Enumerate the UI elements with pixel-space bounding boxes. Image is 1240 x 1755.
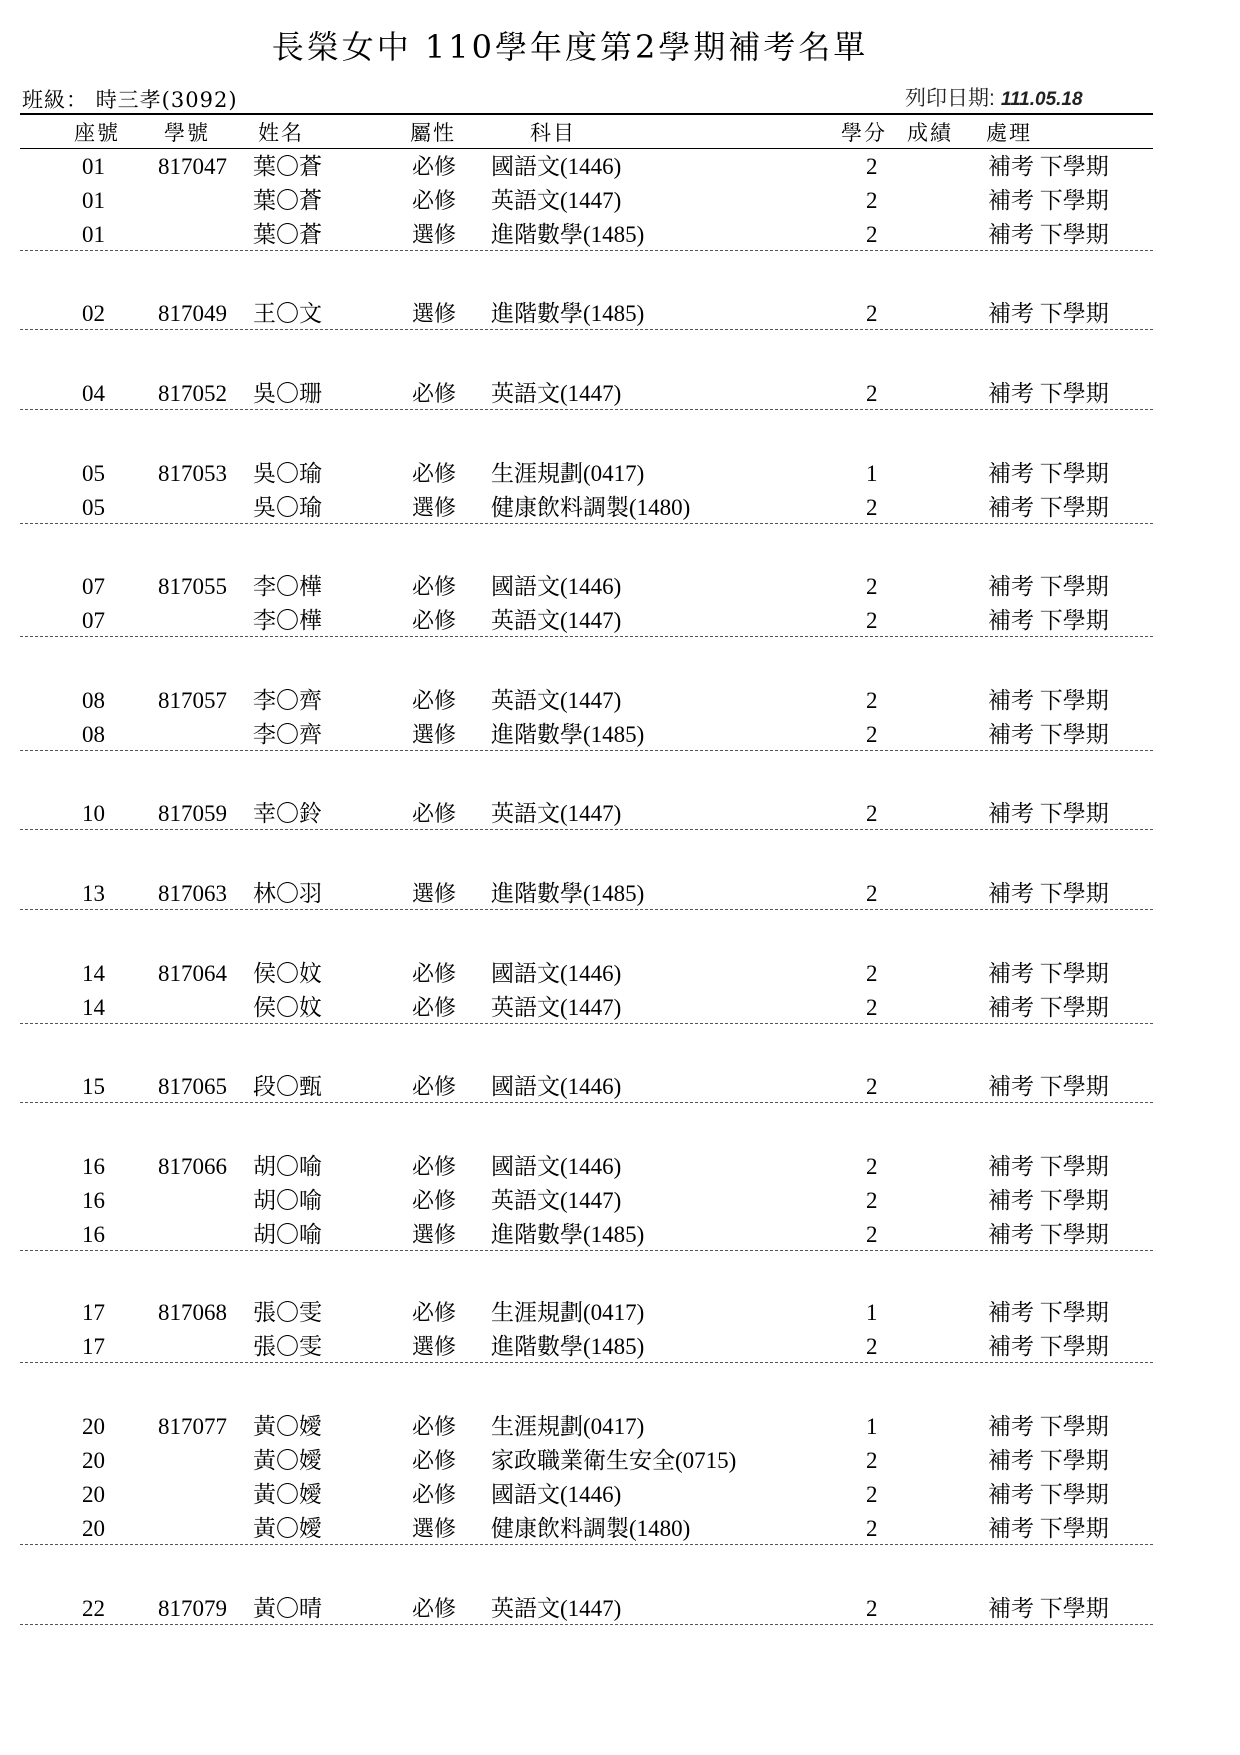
cell-action: 補考 下學期 <box>988 222 1109 247</box>
student-group <box>0 377 1240 412</box>
cell-name: 張〇雯 <box>253 1334 322 1359</box>
cell-credit: 2 <box>866 381 878 406</box>
cell-student-id: 817047 <box>158 154 227 179</box>
header-attribute: 屬性 <box>410 121 456 145</box>
table-row <box>0 1070 1240 1104</box>
cell-seat: 07 <box>82 574 105 599</box>
cell-action: 補考 下學期 <box>988 1074 1109 1099</box>
cell-seat: 14 <box>82 995 105 1020</box>
cell-name: 胡〇喻 <box>253 1222 322 1247</box>
cell-seat: 01 <box>82 154 105 179</box>
cell-action: 補考 下學期 <box>988 1516 1109 1541</box>
cell-credit: 2 <box>866 1074 878 1099</box>
cell-action: 補考 下學期 <box>988 301 1109 326</box>
group-divider <box>20 1624 1153 1627</box>
table-row <box>0 1444 1240 1478</box>
cell-name: 胡〇喻 <box>253 1188 322 1213</box>
student-group <box>0 797 1240 832</box>
cell-action: 補考 下學期 <box>988 381 1109 406</box>
cell-credit: 2 <box>866 722 878 747</box>
cell-attribute: 選修 <box>412 1516 457 1541</box>
cell-attribute: 必修 <box>412 188 457 213</box>
cell-student-id: 817053 <box>158 461 227 486</box>
cell-student-id: 817059 <box>158 801 227 826</box>
cell-credit: 2 <box>866 1222 878 1247</box>
cell-subject: 健康飲料調製(1480) <box>491 495 691 520</box>
cell-action: 補考 下學期 <box>988 574 1109 599</box>
cell-attribute: 必修 <box>412 574 457 599</box>
table-row <box>0 1330 1240 1364</box>
cell-attribute: 必修 <box>412 1074 457 1099</box>
cell-attribute: 必修 <box>412 1448 457 1473</box>
table-row <box>0 1296 1240 1330</box>
cell-name: 胡〇喻 <box>253 1154 322 1179</box>
cell-attribute: 必修 <box>412 995 457 1020</box>
cell-subject: 英語文(1447) <box>491 801 622 826</box>
table-row <box>0 797 1240 831</box>
cell-credit: 2 <box>866 188 878 213</box>
cell-credit: 2 <box>866 574 878 599</box>
cell-action: 補考 下學期 <box>988 154 1109 179</box>
cell-attribute: 選修 <box>412 1222 457 1247</box>
table-row <box>0 991 1240 1025</box>
cell-credit: 1 <box>866 461 878 486</box>
table-row <box>0 957 1240 991</box>
cell-seat: 08 <box>82 688 105 713</box>
cell-seat: 05 <box>82 495 105 520</box>
print-date <box>905 82 1083 112</box>
cell-credit: 2 <box>866 154 878 179</box>
table-row <box>0 457 1240 491</box>
student-group <box>0 570 1240 639</box>
group-divider <box>20 1250 1153 1253</box>
cell-attribute: 選修 <box>412 495 457 520</box>
cell-attribute: 必修 <box>412 801 457 826</box>
cell-subject: 國語文(1446) <box>491 154 622 179</box>
header-credit: 學分 <box>841 121 887 145</box>
cell-seat: 17 <box>82 1334 105 1359</box>
cell-student-id: 817077 <box>158 1414 227 1439</box>
cell-subject: 英語文(1447) <box>491 1596 622 1621</box>
cell-seat: 14 <box>82 961 105 986</box>
cell-credit: 1 <box>866 1300 878 1325</box>
cell-subject: 英語文(1447) <box>491 1188 622 1213</box>
cell-subject: 進階數學(1485) <box>491 301 645 326</box>
class-label: 班級： <box>22 88 88 112</box>
group-divider <box>20 409 1153 412</box>
cell-name: 侯〇妏 <box>253 961 322 986</box>
cell-name: 林〇羽 <box>253 881 322 906</box>
cell-seat: 08 <box>82 722 105 747</box>
cell-seat: 07 <box>82 608 105 633</box>
cell-subject: 健康飲料調製(1480) <box>491 1516 691 1541</box>
cell-action: 補考 下學期 <box>988 188 1109 213</box>
cell-name: 黃〇晴 <box>253 1596 322 1621</box>
table-row <box>0 1410 1240 1444</box>
student-group <box>0 1410 1240 1547</box>
cell-name: 王〇文 <box>253 301 322 326</box>
cell-credit: 2 <box>866 1596 878 1621</box>
cell-student-id: 817068 <box>158 1300 227 1325</box>
cell-student-id: 817064 <box>158 961 227 986</box>
cell-student-id: 817066 <box>158 1154 227 1179</box>
table-row <box>0 718 1240 752</box>
student-group <box>0 957 1240 1026</box>
cell-attribute: 選修 <box>412 222 457 247</box>
cell-seat: 20 <box>82 1516 105 1541</box>
cell-attribute: 必修 <box>412 381 457 406</box>
cell-credit: 2 <box>866 222 878 247</box>
cell-subject: 英語文(1447) <box>491 608 622 633</box>
cell-attribute: 必修 <box>412 961 457 986</box>
cell-credit: 2 <box>866 1448 878 1473</box>
cell-seat: 20 <box>82 1482 105 1507</box>
group-divider <box>20 523 1153 526</box>
cell-attribute: 必修 <box>412 1154 457 1179</box>
group-divider <box>20 329 1153 332</box>
cell-attribute: 必修 <box>412 1300 457 1325</box>
cell-seat: 22 <box>82 1596 105 1621</box>
cell-seat: 15 <box>82 1074 105 1099</box>
cell-credit: 2 <box>866 301 878 326</box>
group-divider <box>20 1102 1153 1105</box>
cell-action: 補考 下學期 <box>988 608 1109 633</box>
cell-student-id: 817057 <box>158 688 227 713</box>
header-subject: 科目 <box>530 121 576 145</box>
cell-name: 幸〇鈴 <box>253 801 322 826</box>
cell-seat: 01 <box>82 188 105 213</box>
student-group <box>0 1150 1240 1253</box>
print-date-label: 列印日期: <box>905 87 995 110</box>
cell-name: 李〇齊 <box>253 722 322 747</box>
student-group <box>0 150 1240 253</box>
cell-attribute: 必修 <box>412 688 457 713</box>
cell-action: 補考 下學期 <box>988 688 1109 713</box>
cell-action: 補考 下學期 <box>988 1154 1109 1179</box>
student-group <box>0 1070 1240 1105</box>
cell-subject: 國語文(1446) <box>491 1074 622 1099</box>
cell-credit: 2 <box>866 801 878 826</box>
cell-student-id: 817079 <box>158 1596 227 1621</box>
cell-action: 補考 下學期 <box>988 1300 1109 1325</box>
header-student-id: 學號 <box>164 121 210 145</box>
cell-name: 黃〇嬡 <box>253 1482 322 1507</box>
cell-action: 補考 下學期 <box>988 1482 1109 1507</box>
table-row <box>0 1184 1240 1218</box>
student-group <box>0 1296 1240 1365</box>
cell-name: 葉〇蒼 <box>253 222 322 247</box>
cell-student-id: 817049 <box>158 301 227 326</box>
cell-subject: 英語文(1447) <box>491 995 622 1020</box>
cell-subject: 進階數學(1485) <box>491 222 645 247</box>
cell-attribute: 選修 <box>412 881 457 906</box>
cell-name: 吳〇瑜 <box>253 461 322 486</box>
table-row <box>0 184 1240 218</box>
cell-credit: 2 <box>866 1154 878 1179</box>
table-row <box>0 491 1240 525</box>
cell-seat: 17 <box>82 1300 105 1325</box>
cell-seat: 20 <box>82 1414 105 1439</box>
class-value: 時三孝(3092) <box>95 88 238 112</box>
cell-attribute: 必修 <box>412 1188 457 1213</box>
cell-subject: 生涯規劃(0417) <box>491 1414 645 1439</box>
student-group <box>0 1592 1240 1627</box>
cell-attribute: 必修 <box>412 1482 457 1507</box>
cell-name: 葉〇蒼 <box>253 188 322 213</box>
cell-seat: 20 <box>82 1448 105 1473</box>
cell-attribute: 必修 <box>412 1596 457 1621</box>
header-score: 成績 <box>907 121 953 145</box>
cell-action: 補考 下學期 <box>988 1448 1109 1473</box>
cell-name: 黃〇嬡 <box>253 1516 322 1541</box>
table-row <box>0 684 1240 718</box>
class-info <box>22 84 238 114</box>
cell-subject: 英語文(1447) <box>491 688 622 713</box>
cell-student-id: 817063 <box>158 881 227 906</box>
cell-name: 李〇樺 <box>253 608 322 633</box>
student-group <box>0 877 1240 912</box>
cell-credit: 2 <box>866 1482 878 1507</box>
cell-action: 補考 下學期 <box>988 1222 1109 1247</box>
cell-attribute: 必修 <box>412 608 457 633</box>
cell-name: 李〇樺 <box>253 574 322 599</box>
student-group <box>0 297 1240 332</box>
cell-action: 補考 下學期 <box>988 461 1109 486</box>
cell-credit: 2 <box>866 1516 878 1541</box>
cell-name: 侯〇妏 <box>253 995 322 1020</box>
page-title: 長榮女中 110學年度第2學期補考名單 <box>271 28 869 66</box>
table-row <box>0 377 1240 411</box>
cell-action: 補考 下學期 <box>988 1414 1109 1439</box>
cell-subject: 英語文(1447) <box>491 188 622 213</box>
cell-action: 補考 下學期 <box>988 961 1109 986</box>
cell-subject: 進階數學(1485) <box>491 881 645 906</box>
header-rule <box>20 148 1153 149</box>
table-row <box>0 218 1240 252</box>
cell-subject: 進階數學(1485) <box>491 1334 645 1359</box>
cell-name: 李〇齊 <box>253 688 322 713</box>
table-row <box>0 1218 1240 1252</box>
cell-student-id: 817052 <box>158 381 227 406</box>
cell-action: 補考 下學期 <box>988 801 1109 826</box>
table-row <box>0 570 1240 604</box>
cell-credit: 2 <box>866 961 878 986</box>
table-row <box>0 297 1240 331</box>
cell-credit: 2 <box>866 881 878 906</box>
cell-credit: 2 <box>866 1334 878 1359</box>
table-row <box>0 1592 1240 1626</box>
cell-name: 黃〇嬡 <box>253 1448 322 1473</box>
cell-attribute: 選修 <box>412 1334 457 1359</box>
cell-seat: 05 <box>82 461 105 486</box>
student-group <box>0 457 1240 526</box>
cell-name: 段〇甄 <box>253 1074 322 1099</box>
cell-subject: 國語文(1446) <box>491 1482 622 1507</box>
top-rule <box>20 113 1153 115</box>
cell-attribute: 必修 <box>412 461 457 486</box>
cell-name: 吳〇瑜 <box>253 495 322 520</box>
group-divider <box>20 909 1153 912</box>
group-divider <box>20 250 1153 253</box>
header-name: 姓名 <box>258 121 304 145</box>
table-row <box>0 1150 1240 1184</box>
cell-seat: 04 <box>82 381 105 406</box>
cell-attribute: 選修 <box>412 722 457 747</box>
cell-seat: 10 <box>82 801 105 826</box>
cell-subject: 進階數學(1485) <box>491 722 645 747</box>
group-divider <box>20 750 1153 753</box>
cell-subject: 生涯規劃(0417) <box>491 1300 645 1325</box>
cell-subject: 家政職業衛生安全(0715) <box>491 1448 737 1473</box>
cell-credit: 2 <box>866 495 878 520</box>
cell-name: 張〇雯 <box>253 1300 322 1325</box>
cell-seat: 16 <box>82 1188 105 1213</box>
cell-credit: 2 <box>866 688 878 713</box>
group-divider <box>20 829 1153 832</box>
table-row <box>0 604 1240 638</box>
cell-subject: 國語文(1446) <box>491 961 622 986</box>
cell-seat: 16 <box>82 1154 105 1179</box>
group-divider <box>20 636 1153 639</box>
cell-attribute: 選修 <box>412 301 457 326</box>
cell-action: 補考 下學期 <box>988 995 1109 1020</box>
group-divider <box>20 1023 1153 1026</box>
cell-credit: 2 <box>866 608 878 633</box>
cell-student-id: 817055 <box>158 574 227 599</box>
cell-credit: 1 <box>866 1414 878 1439</box>
header-seat: 座號 <box>74 121 120 145</box>
table-header <box>0 117 1240 145</box>
cell-action: 補考 下學期 <box>988 495 1109 520</box>
header-action: 處理 <box>986 121 1032 145</box>
student-group <box>0 684 1240 753</box>
cell-seat: 16 <box>82 1222 105 1247</box>
cell-subject: 進階數學(1485) <box>491 1222 645 1247</box>
cell-credit: 2 <box>866 995 878 1020</box>
cell-name: 黃〇嬡 <box>253 1414 322 1439</box>
cell-action: 補考 下學期 <box>988 1334 1109 1359</box>
print-date-value: 111.05.18 <box>1000 89 1083 110</box>
table-row <box>0 150 1240 184</box>
cell-action: 補考 下學期 <box>988 1188 1109 1213</box>
cell-subject: 國語文(1446) <box>491 1154 622 1179</box>
cell-seat: 02 <box>82 301 105 326</box>
cell-subject: 英語文(1447) <box>491 381 622 406</box>
cell-action: 補考 下學期 <box>988 722 1109 747</box>
group-divider <box>20 1362 1153 1365</box>
cell-name: 葉〇蒼 <box>253 154 322 179</box>
group-divider <box>20 1544 1153 1547</box>
cell-seat: 01 <box>82 222 105 247</box>
table-row <box>0 1478 1240 1512</box>
table-row <box>0 877 1240 911</box>
cell-name: 吳〇珊 <box>253 381 322 406</box>
cell-attribute: 必修 <box>412 154 457 179</box>
cell-attribute: 必修 <box>412 1414 457 1439</box>
cell-credit: 2 <box>866 1188 878 1213</box>
cell-student-id: 817065 <box>158 1074 227 1099</box>
table-row <box>0 1512 1240 1546</box>
cell-action: 補考 下學期 <box>988 881 1109 906</box>
cell-action: 補考 下學期 <box>988 1596 1109 1621</box>
cell-subject: 生涯規劃(0417) <box>491 461 645 486</box>
cell-seat: 13 <box>82 881 105 906</box>
cell-subject: 國語文(1446) <box>491 574 622 599</box>
